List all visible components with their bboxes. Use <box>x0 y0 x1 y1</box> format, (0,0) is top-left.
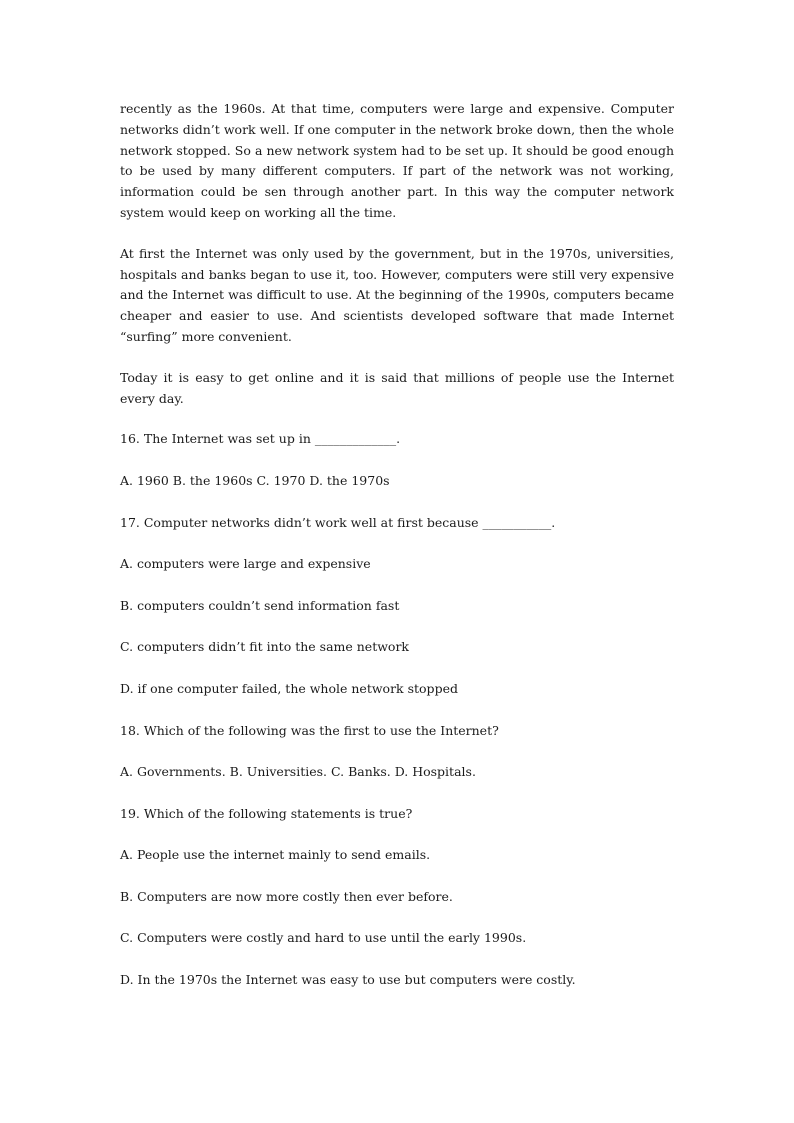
document-page <box>120 99 674 1012</box>
passage-paragraph-1: recently as the 1960s. At that time, computers were large and expensive. Computer networks didn’t work well. If one computer in the network broke down, then the whole network stopped. So a new network system had to be set up. It should be good enough to be used by many different computers. If part of the network was not working, information could be sen through another part. In this way the computer network system would keep on working all the time. <box>120 101 674 220</box>
question-16 <box>120 429 674 491</box>
question-options: A. 1960 B. the 1960s C. 1970 D. the 1970s <box>120 472 390 488</box>
passage-paragraph-2: At first the Internet was only used by the government, but in the 1970s, universities, hospitals and banks began to use it, too. However, computers were still very expensive and the Internet was difficult to use. At the beginning of the 1990s, computers became cheaper and easier to use. And scientists developed software that made Internet “surfing” more convenient. <box>120 245 674 344</box>
question-stem: 16. The Internet was set up in _____________. <box>120 431 401 447</box>
question-stem: 18. Which of the following was the first to use the Internet? <box>120 722 499 738</box>
question-options: A. Governments. B. Universities. C. Banks. D. Hospitals. <box>120 764 476 780</box>
question-19 <box>120 804 674 991</box>
passage-paragraph-3: Today it is easy to get online and it is said that millions of people use the Internet every day. <box>120 369 674 406</box>
question-option-a: A. computers were large and expensive <box>120 556 371 572</box>
question-option-c: C. Computers were costly and hard to use until the early 1990s. <box>120 930 527 946</box>
question-option-d: D. if one computer failed, the whole network stopped <box>120 680 458 696</box>
question-17 <box>120 513 674 700</box>
question-option-b: B. computers couldn’t send information fast <box>120 597 400 613</box>
question-stem: 19. Which of the following statements is true? <box>120 805 413 821</box>
question-stem: 17. Computer networks didn’t work well at first because ___________. <box>120 514 556 530</box>
question-18 <box>120 721 674 783</box>
question-option-c: C. computers didn’t fit into the same network <box>120 639 409 655</box>
question-option-d: D. In the 1970s the Internet was easy to use but computers were costly. <box>120 972 576 988</box>
question-option-b: B. Computers are now more costly then ever before. <box>120 888 453 904</box>
question-option-a: A. People use the internet mainly to send emails. <box>120 847 431 863</box>
